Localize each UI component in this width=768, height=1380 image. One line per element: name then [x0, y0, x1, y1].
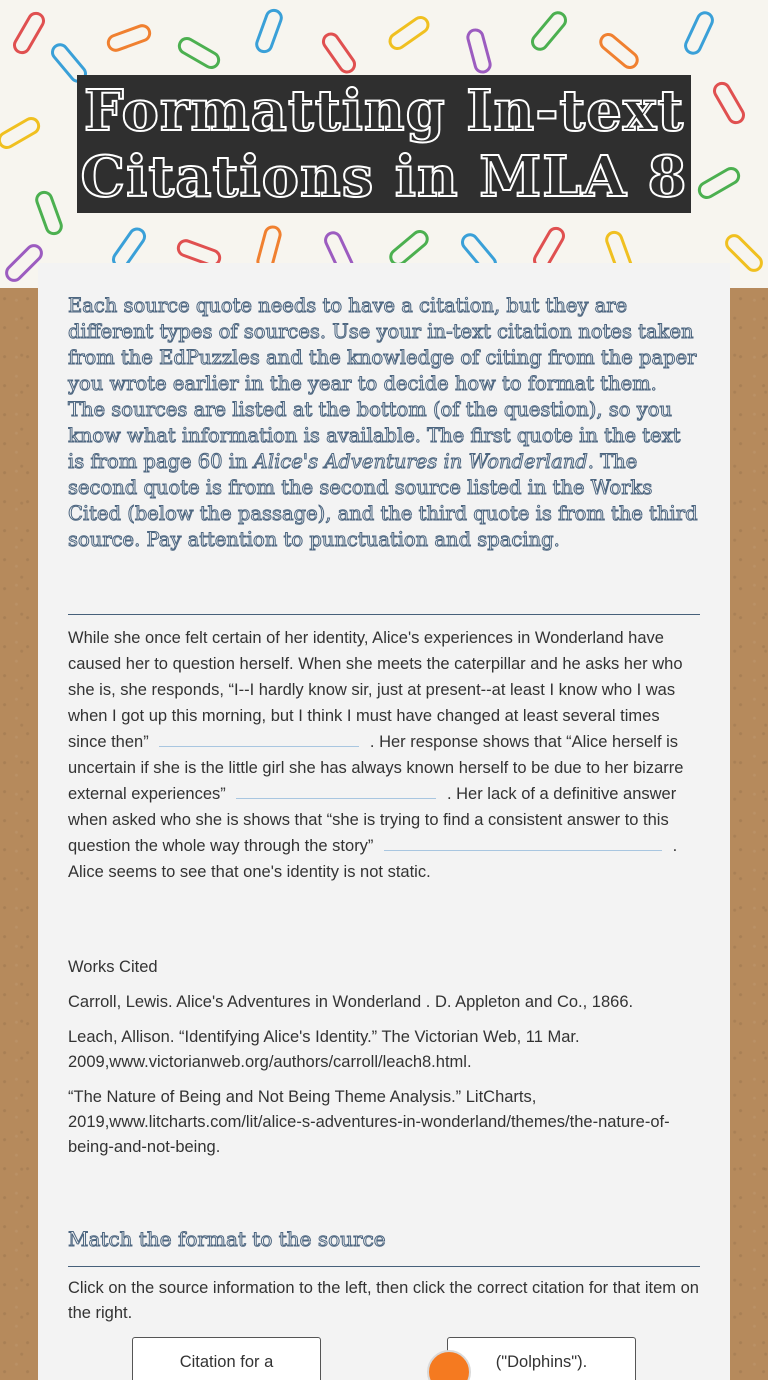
- works-cited-heading: Works Cited: [68, 958, 158, 976]
- intro-book-title: Alice's Adventures in Wonderland: [253, 450, 588, 473]
- divider-line: [68, 1266, 700, 1267]
- citation-blank-2[interactable]: [236, 781, 436, 799]
- citation-blank-1[interactable]: [159, 729, 359, 747]
- works-cited-entry: “The Nature of Being and Not Being Theme Analysis.” LitCharts, 2019,www.litcharts.com/lit/alice-s-adventures-in-wonderland/themes/the-nature-of-being-and-not-being.: [68, 1088, 670, 1156]
- match-left-label: Citation for a: [179, 1353, 274, 1371]
- citation-blank-3[interactable]: [384, 833, 662, 851]
- works-cited-entry: Carroll, Lewis. Alice's Adventures in Wonderland . D. Appleton and Co., 1866.: [68, 993, 634, 1011]
- passage-part-3: . Her lack of a definitive answer when asked who she is shows that “she is trying to find a consistent answer to this question the whole way through the story”: [68, 785, 677, 855]
- title-banner: [77, 75, 691, 213]
- match-left-item[interactable]: [132, 1337, 321, 1380]
- passage-part-4: . Alice seems to see that one's identity is not static.: [68, 837, 678, 881]
- intro-text-1: Each source quote needs to have a citation, but they are different types of sources. Use your in-text citation notes taken from the EdPuzzles and the knowledge of citing from the paper you wrote earlier in the year to decide how to format them. The sources are listed at the bottom (of the question), so you know what information is available. The first quote in the text is from page 60 in: [68, 294, 697, 473]
- divider-line: [68, 614, 700, 615]
- passage: [68, 625, 700, 885]
- match-right-label: ("Dolphins").: [495, 1353, 588, 1371]
- passage-part-2: . Her response shows that “Alice herself is uncertain if she is the little girl she has always known herself to be due to her bizarre external experiences”: [68, 733, 684, 803]
- page-title: Formatting In-text Citations in MLA 8: [80, 78, 688, 210]
- match-section-title: Match the format to the source: [68, 1227, 386, 1251]
- match-right-item[interactable]: [447, 1337, 636, 1380]
- intro-text-2: . The second quote is from the second source listed in the Works Cited (below the passage), and the third quote is from the third source. Pay attention to punctuation and spacing.: [68, 450, 698, 551]
- passage-part-1: While she once felt certain of her identity, Alice's experiences in Wonderland have caused her to question herself. When she meets the caterpillar and he asks her who she is, she responds, “I--I hardly know sir, just at present--at least I know who I was when I got up this morning, but I think I must have changed at least several times since then”: [68, 629, 683, 751]
- match-instructions: Click on the source information to the left, then click the correct citation for that item on the right.: [68, 1279, 699, 1322]
- instructions-text: [68, 293, 700, 553]
- works-cited-entry: Leach, Allison. “Identifying Alice's Identity.” The Victorian Web, 11 Mar. 2009,www.victorianweb.org/authors/carroll/leach8.html.: [68, 1028, 580, 1071]
